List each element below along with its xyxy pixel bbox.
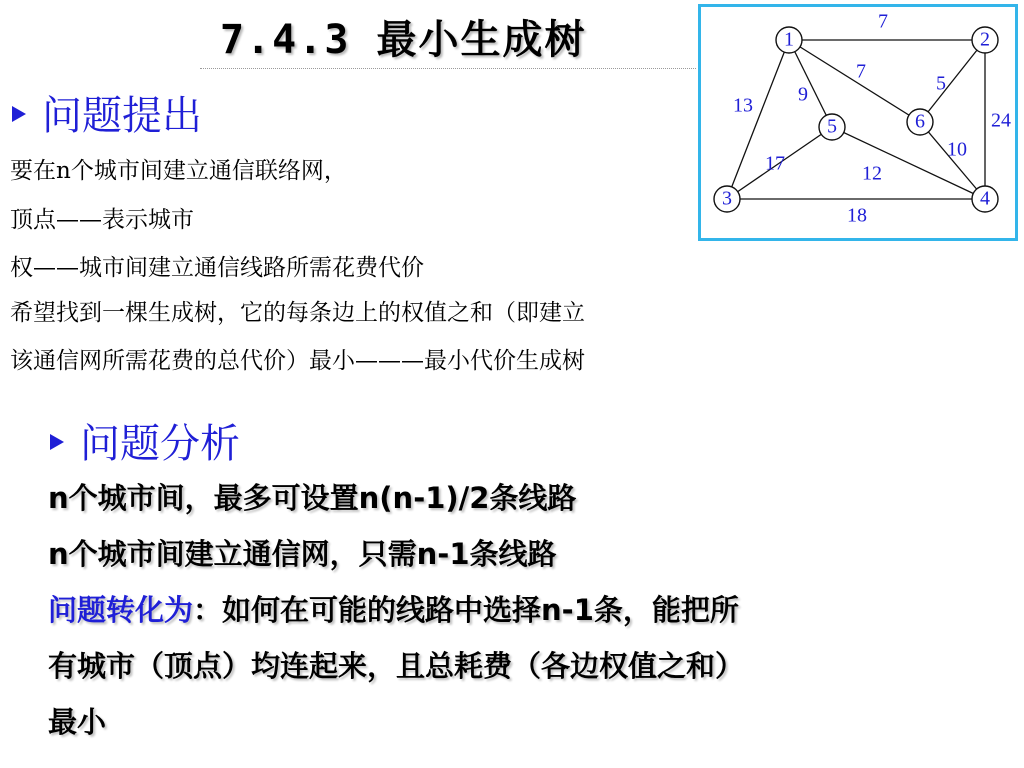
edge-weight-label: 9 — [798, 83, 808, 106]
section-heading-analysis — [50, 412, 240, 469]
analysis-line: n个城市间，最多可设置n(n-1)/2条线路 — [48, 481, 577, 515]
paragraph-line: 希望找到一棵生成树，它的每条边上的权值之和（即建立 — [10, 300, 585, 326]
section-heading-text: 问题提出 — [42, 93, 202, 139]
paragraph-line: 权——城市间建立通信线路所需花费代价 — [10, 255, 424, 281]
highlight-label: 问题转化为 — [48, 593, 194, 627]
edge-weight-label: 5 — [936, 72, 946, 95]
paragraph-line: 要在n个城市间建立通信联络网， — [10, 158, 347, 184]
edge-weight-label: 12 — [862, 162, 882, 185]
arrow-bullet-icon — [12, 106, 26, 122]
graph-svg — [701, 7, 1015, 238]
analysis-line: n个城市间建立通信网，只需n-1条线路 — [48, 537, 557, 571]
analysis-line — [48, 588, 739, 629]
edge-weight-label: 7 — [878, 10, 888, 33]
page-title: 7.4.3 最小生成树 — [220, 17, 587, 63]
edge-weight-label: 17 — [765, 152, 785, 175]
node-label: 3 — [722, 187, 732, 210]
paragraph-line: 顶点——表示城市 — [10, 207, 194, 233]
graph-edge — [727, 40, 789, 199]
graph-edge — [920, 40, 985, 122]
section-heading-problem — [12, 84, 202, 141]
title-divider — [200, 68, 696, 69]
edge-weight-label: 13 — [733, 94, 753, 117]
section-heading-text: 问题分析 — [80, 421, 240, 467]
arrow-bullet-icon — [50, 434, 64, 450]
node-label: 5 — [827, 115, 837, 138]
node-label: 1 — [784, 28, 794, 51]
edge-weight-label: 10 — [947, 138, 967, 161]
node-label: 6 — [915, 110, 925, 133]
analysis-line: 最小 — [48, 705, 107, 739]
graph-figure — [698, 4, 1018, 241]
highlight-rest: ：如何在可能的线路中选择n-1条，能把所 — [193, 593, 739, 627]
node-label: 4 — [980, 187, 990, 210]
node-label: 2 — [980, 28, 990, 51]
edge-weight-label: 24 — [991, 109, 1011, 132]
paragraph-line: 该通信网所需花费的总代价）最小———最小代价生成树 — [10, 348, 585, 374]
analysis-line: 有城市（顶点）均连起来，且总耗费（各边权值之和） — [48, 649, 745, 683]
edge-weight-label: 7 — [856, 60, 866, 83]
edge-weight-label: 18 — [847, 204, 867, 227]
